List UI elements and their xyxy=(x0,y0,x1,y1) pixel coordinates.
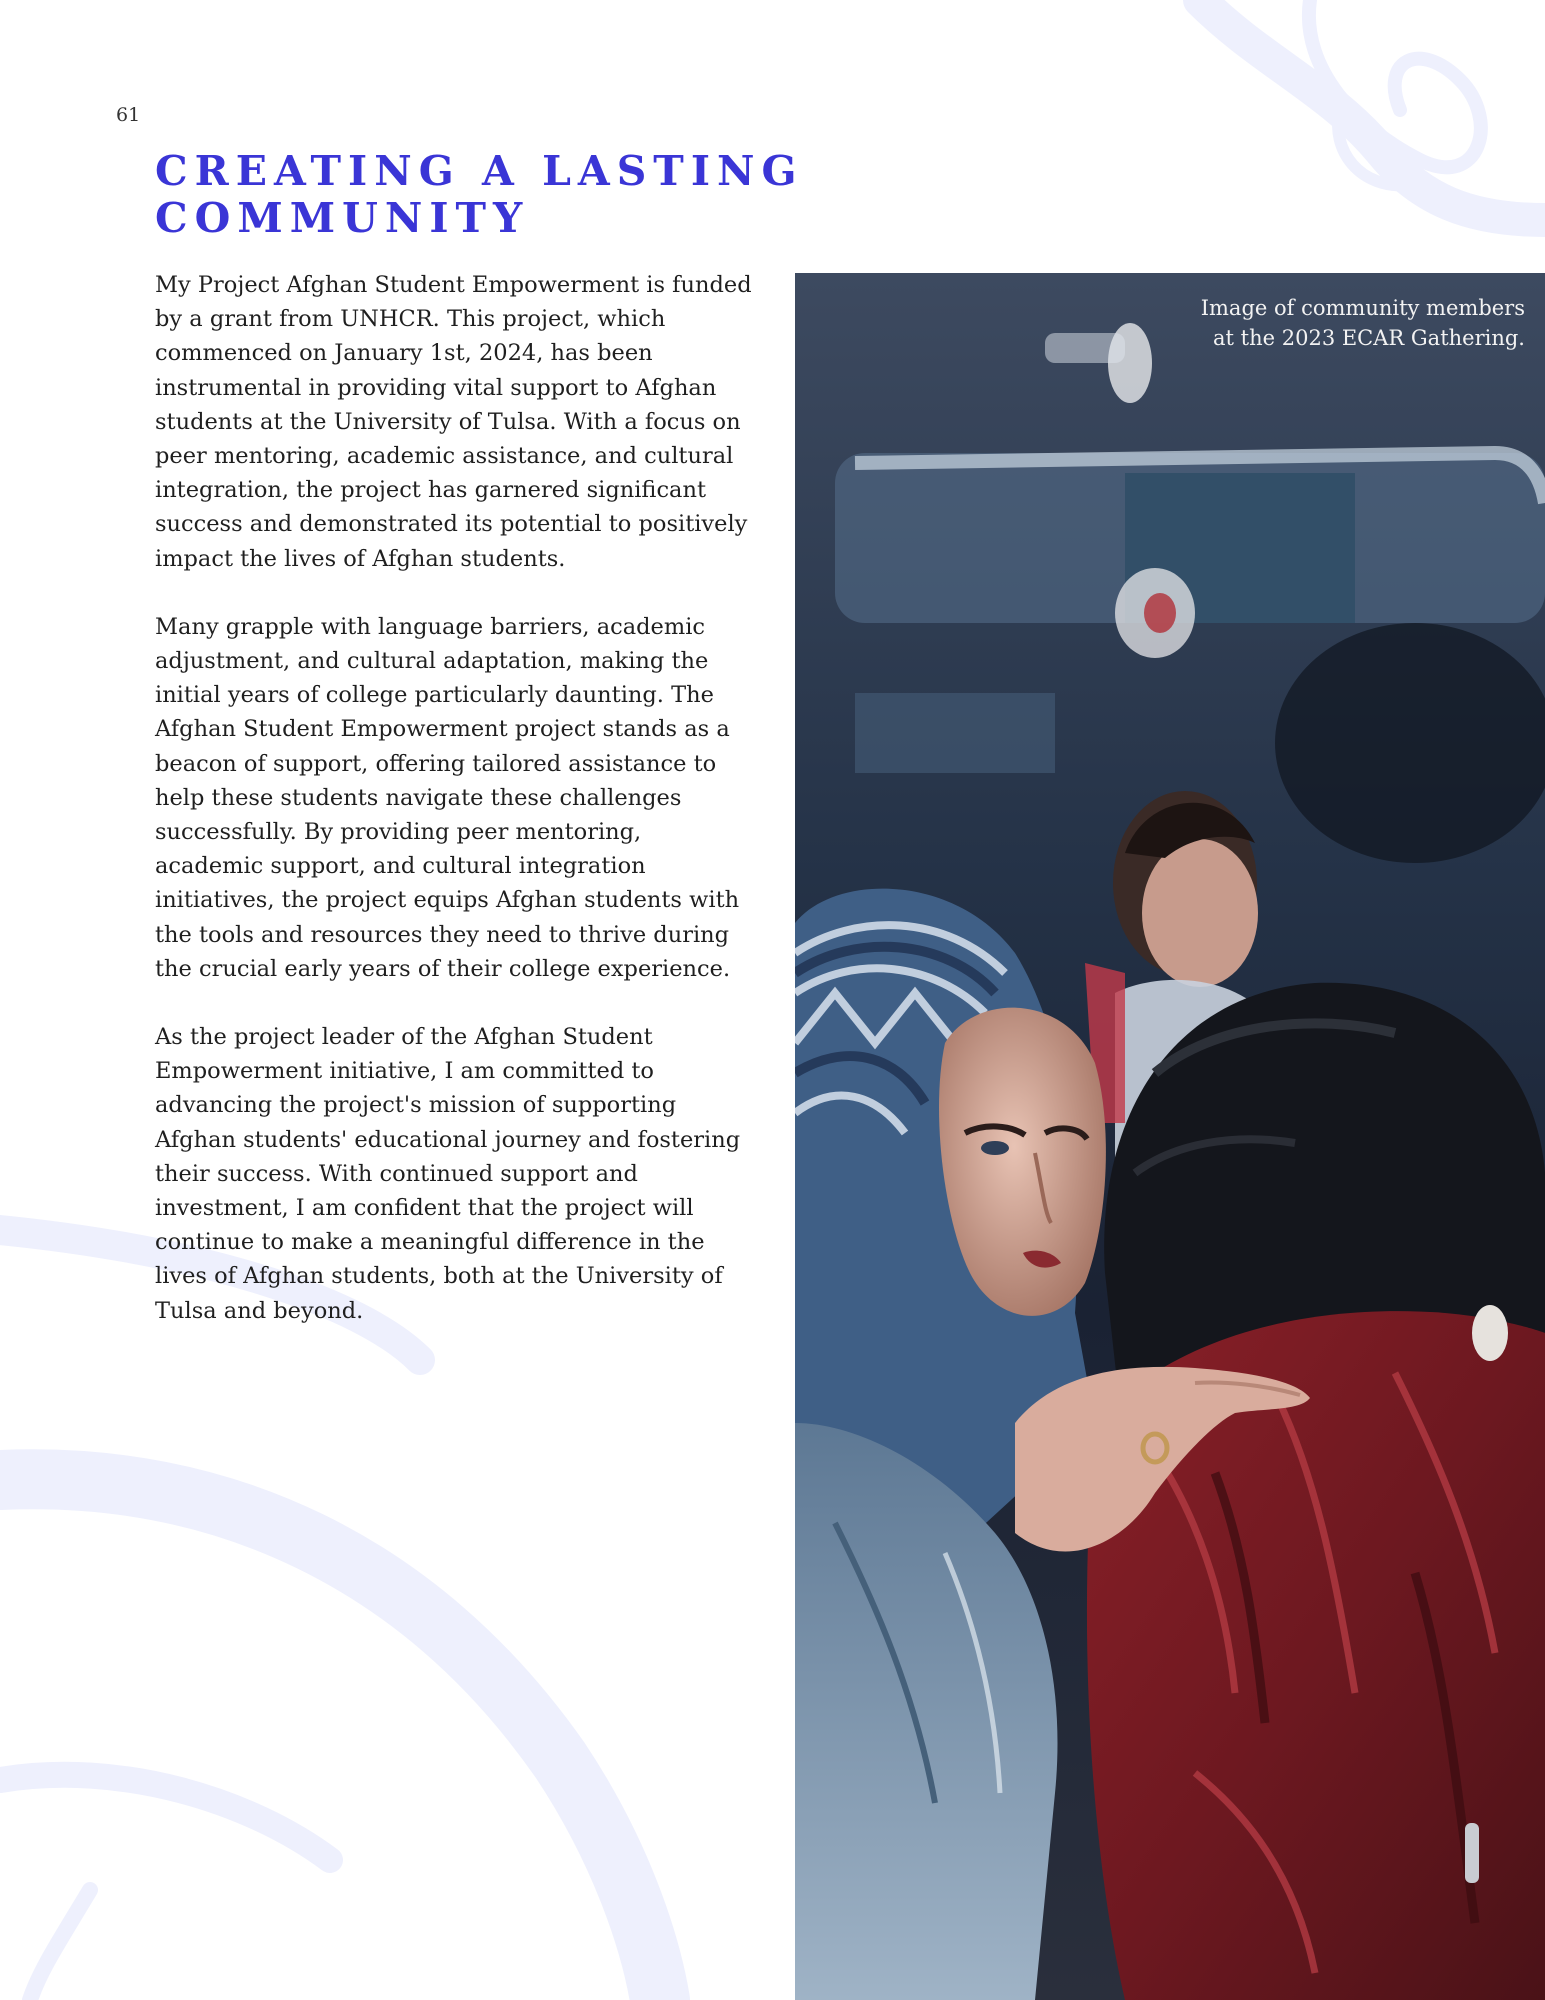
article-body xyxy=(155,268,755,1362)
title-line-1: CREATING A LASTING xyxy=(155,147,804,195)
page-title xyxy=(155,148,815,242)
photo-caption xyxy=(1125,293,1525,353)
page-number: 61 xyxy=(116,104,141,126)
caption-line-2: at the 2023 ECAR Gathering. xyxy=(1213,326,1525,350)
title-line-2: COMMUNITY xyxy=(155,194,530,242)
community-photo xyxy=(795,273,1545,2000)
community-photo-illustration xyxy=(795,273,1545,2000)
paragraph-3: As the project leader of the Afghan Student Empowerment initiative, I am committed to advancing the project's mission of supporting Afghan students' educational journey and fostering their success. With continued support and investment, I am confident that the project will continue to make a meaningful difference in the lives of Afghan students, both at the University of Tulsa and beyond. xyxy=(155,1024,741,1324)
caption-line-1: Image of community members xyxy=(1200,296,1525,320)
paragraph-1: My Project Afghan Student Empowerment is funded by a grant from UNHCR. This project, which commenced on January 1st, 2024, has been instrumental in providing vital support to Afghan students at the University of Tulsa. With a focus on peer mentoring, academic assistance, and cultural integration, the project has garnered significant success and demonstrated its potential to positively impact the lives of Afghan students. xyxy=(155,272,752,572)
paragraph-2: Many grapple with language barriers, academic adjustment, and cultural adaptation, making the initial years of college particularly daunting. The Afghan Student Empowerment project stands as a beacon of support, offering tailored assistance to help these students navigate these challenges successfully. By providing peer mentoring, academic support, and cultural integration initiatives, the project equips Afghan students with the tools and resources they need to thrive during the crucial early years of their college experience. xyxy=(155,613,740,982)
